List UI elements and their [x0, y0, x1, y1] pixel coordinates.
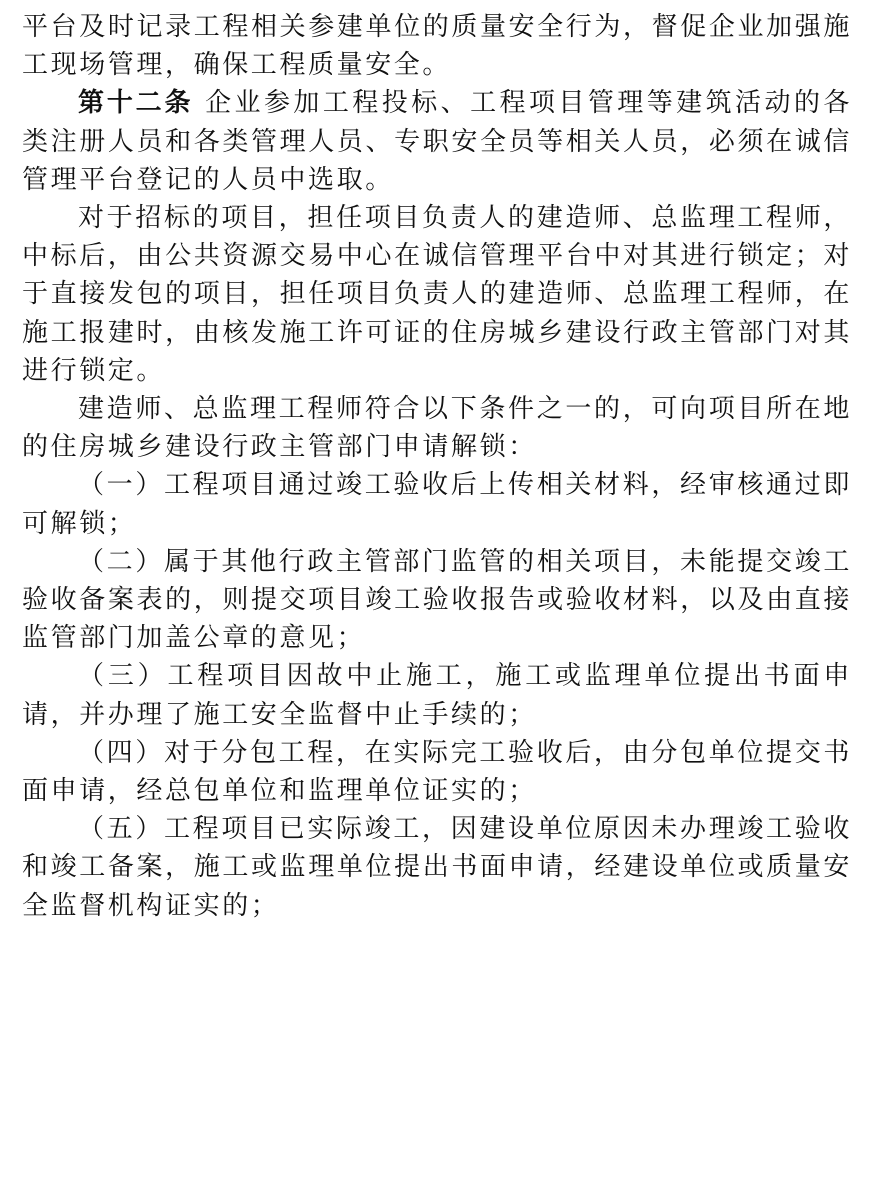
paragraph-text: （三）工程项目因故中止施工，施工或监理单位提出书面申请，并办理了施工安全监督中止手续的； — [22, 661, 852, 730]
paragraph-article-12 — [22, 84, 852, 199]
paragraph-text: 企业参加工程投标、工程项目管理等建筑活动的各类注册人员和各类管理人员、专职安全员等相关人员，必须在诚信管理平台登记的人员中选取。 — [22, 88, 852, 195]
article-number: 第十二条 — [78, 88, 194, 119]
paragraph-text: 平台及时记录工程相关参建单位的质量安全行为，督促企业加强施工现场管理，确保工程质量安全。 — [22, 12, 852, 81]
paragraph-text: 建造师、总监理工程师符合以下条件之一的，可向项目所在地的住房城乡建设行政主管部门申请解锁： — [22, 394, 852, 463]
paragraph-text: （五）工程项目已实际竣工，因建设单位原因未办理竣工验收和竣工备案，施工或监理单位提出书面申请，经建设单位或质量安全监督机构证实的； — [22, 814, 852, 921]
paragraph-text: （一）工程项目通过竣工验收后上传相关材料，经审核通过即可解锁； — [22, 470, 852, 539]
paragraph-text: （四）对于分包工程，在实际完工验收后，由分包单位提交书面申请，经总包单位和监理单位证实的； — [22, 737, 852, 807]
paragraph-text: 对于招标的项目，担任项目负责人的建造师、总监理工程师，中标后，由公共资源交易中心在诚信管理平台中对其进行锁定；对于直接发包的项目，担任项目负责人的建造师、总监理工程师，在施工报建时，由核发施工许可证的住房城乡建设行政主管部门对其进行锁定。 — [22, 203, 852, 386]
paragraph-locking-rules — [22, 199, 852, 390]
list-item-condition-1 — [22, 466, 852, 542]
paragraph-continuation — [22, 8, 852, 84]
list-item-condition-2 — [22, 543, 852, 658]
paragraph-unlock-conditions — [22, 390, 852, 466]
list-item-condition-4 — [22, 734, 852, 810]
list-item-condition-5 — [22, 810, 852, 925]
list-item-condition-3 — [22, 657, 852, 733]
document-page — [22, 8, 852, 925]
paragraph-text: （二）属于其他行政主管部门监管的相关项目，未能提交竣工验收备案表的，则提交项目竣工验收报告或验收材料，以及由直接监管部门加盖公章的意见； — [22, 546, 852, 654]
